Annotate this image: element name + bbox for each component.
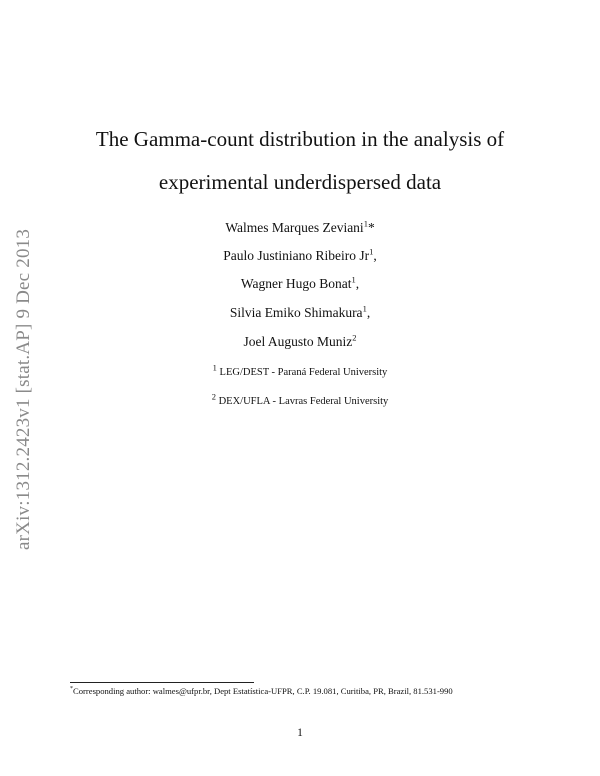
author-suffix: , xyxy=(373,248,377,263)
affiliation-mark: 1 xyxy=(362,303,367,314)
paper-title-line-1: The Gamma-count distribution in the analysis of xyxy=(95,127,505,151)
author-suffix: , xyxy=(366,305,371,320)
author xyxy=(0,304,600,322)
footnote-divider xyxy=(70,682,254,683)
affiliation-mark: 1 xyxy=(212,362,217,373)
footnote-text: Corresponding author: walmes@ufpr.br, Dept Estatística-UFPR, C.P. 19.081, Curitiba, PR, Brazil, 81.531-990 xyxy=(73,686,453,696)
author-name: Walmes Marques Zeviani xyxy=(225,220,364,235)
author-name: Wagner Hugo Bonat xyxy=(240,276,352,291)
affiliation-text: DEX/UFLA - Lavras Federal University xyxy=(218,396,389,407)
author xyxy=(0,333,600,351)
affiliation-mark: 1 xyxy=(351,274,356,285)
affiliation-text: LEG/DEST - Paraná Federal University xyxy=(219,367,388,378)
affiliation-mark: 1 xyxy=(369,246,374,257)
paper-title-line-2: experimental underdispersed data xyxy=(158,170,442,194)
affiliation xyxy=(0,391,600,410)
affiliation-mark: 1 xyxy=(363,218,368,229)
author xyxy=(0,275,600,293)
arxiv-identifier: arXiv:1312.2423v1 [stat.AP] 9 Dec 2013 xyxy=(13,228,34,550)
author-suffix: , xyxy=(355,276,360,291)
affiliation-mark: 2 xyxy=(211,391,216,402)
affiliation-mark: 2 xyxy=(352,332,357,343)
affiliation xyxy=(0,362,600,381)
corresponding-author-footnote xyxy=(70,685,532,697)
author-suffix: * xyxy=(367,220,375,235)
author-name: Joel Augusto Muniz xyxy=(243,334,353,349)
page-number: 1 xyxy=(297,727,303,739)
author-name: Silvia Emiko Shimakura xyxy=(229,305,363,320)
author xyxy=(0,247,600,265)
author xyxy=(0,219,600,237)
footnote-mark: * xyxy=(70,686,73,693)
author-name: Paulo Justiniano Ribeiro Jr xyxy=(223,248,370,263)
